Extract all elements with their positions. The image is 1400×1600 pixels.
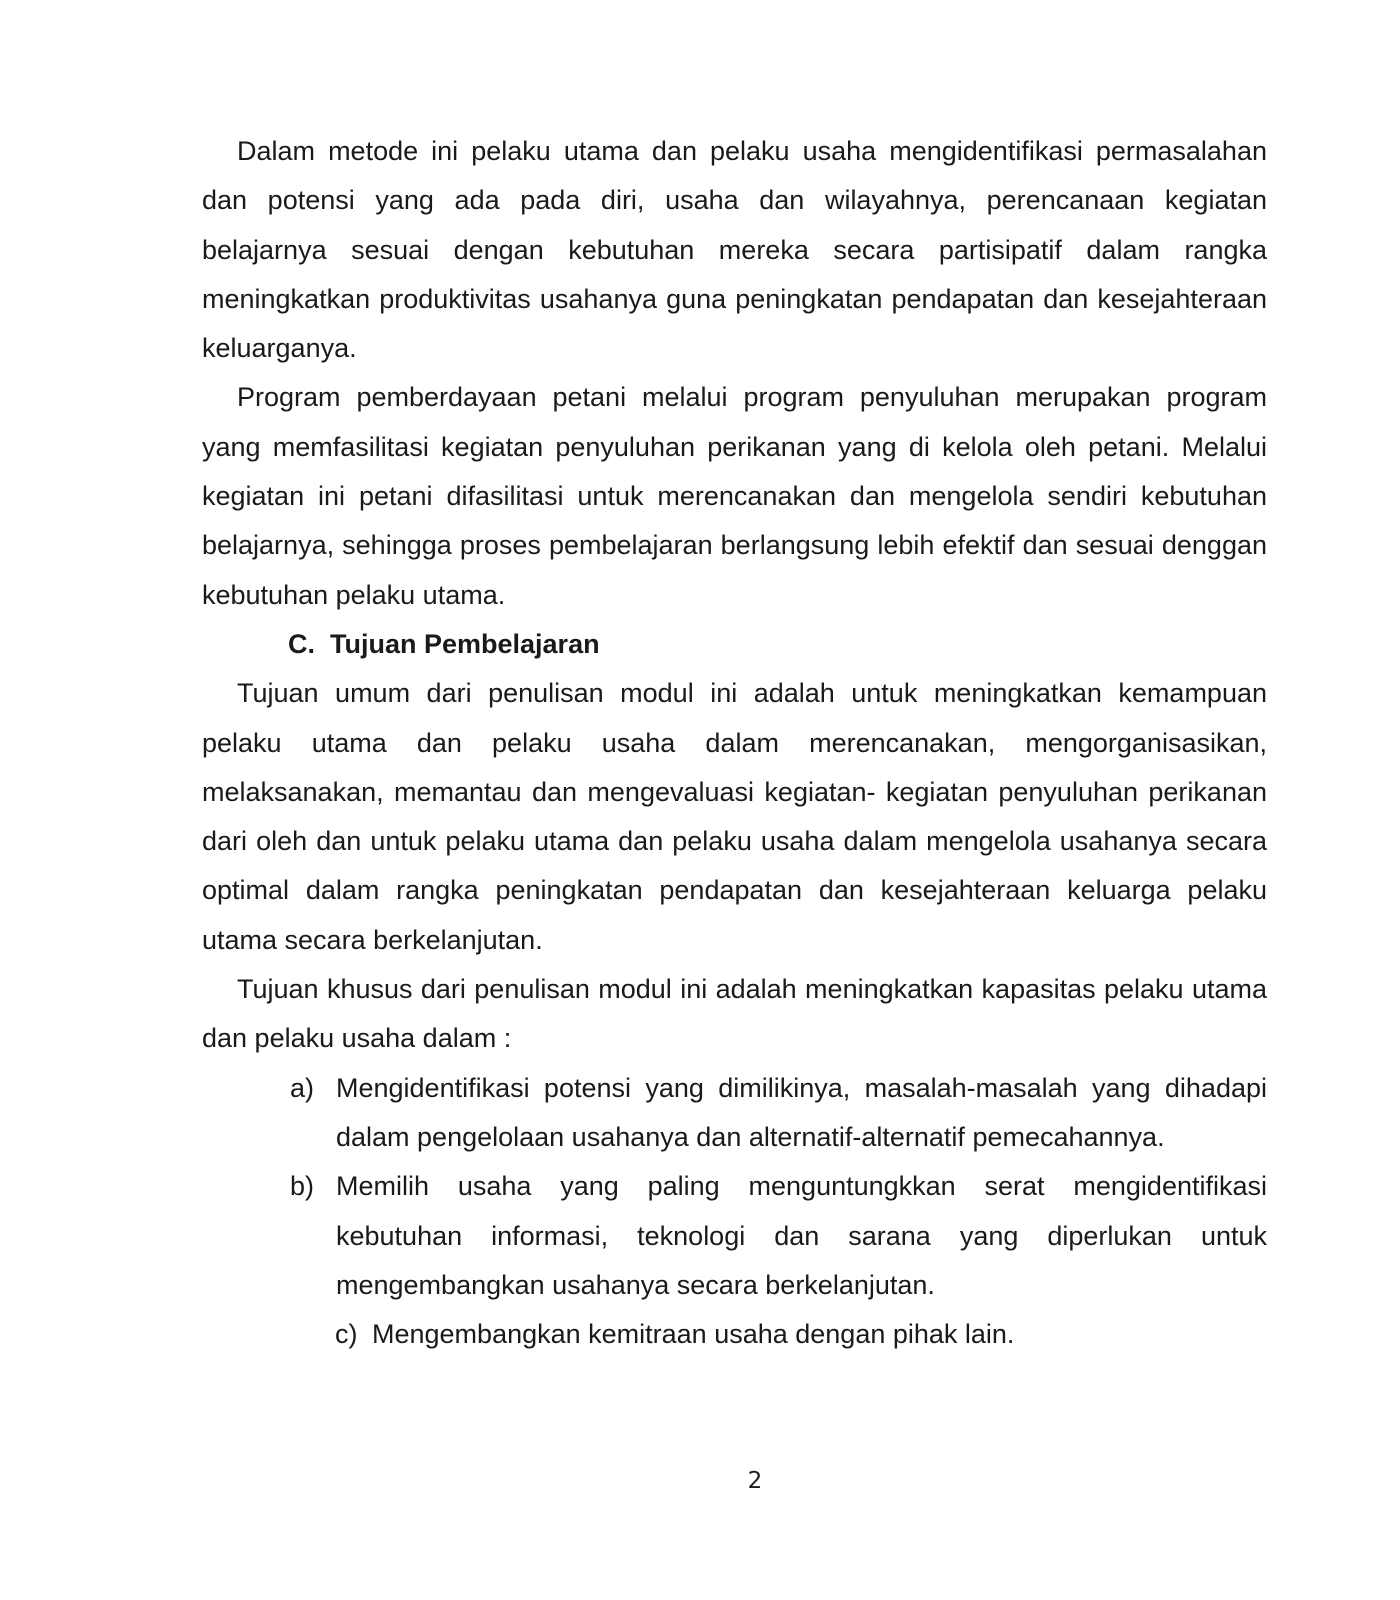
list-item-marker: c) (335, 1319, 358, 1350)
paragraph-general-objective: Tujuan umum dari penulisan modul ini adalah untuk meningkatkan kemampuan pelaku utama dan pelaku usaha dalam merencanakan, mengorganisasikan, melaksanakan, memantau dan mengevaluasi kegiatan- kegiatan penyuluhan perikanan dari oleh dan untuk pelaku utama dan pelaku usaha dalam mengelola usahanya secara optimal dalam rangka peningkatan pendapatan dan kesejahteraan keluarga pelaku utama secara berkelanjutan. (202, 678, 1267, 955)
list-item-text: Memilih usaha yang paling menguntungkkan serat mengidentifikasi kebutuhan informasi, teknologi dan sarana yang diperlukan untuk mengembangkan usahanya secara berkelanjutan. (336, 1171, 1267, 1300)
paragraph-specific-objective: Tujuan khusus dari penulisan modul ini adalah meningkatkan kapasitas pelaku utama dan pelaku usaha dalam : (202, 974, 1267, 1054)
page-number: 2 (747, 1468, 763, 1494)
section-heading-title: Tujuan Pembelajaran (330, 628, 600, 659)
list-item-marker: b) (290, 1171, 315, 1202)
list-item-text: Mengembangkan kemitraan usaha dengan pihak lain. (372, 1319, 1015, 1350)
paragraph-method: Dalam metode ini pelaku utama dan pelaku usaha mengidentifikasi permasalahan dan potensi yang ada pada diri, usaha dan wilayahnya, perencanaan kegiatan belajarnya sesuai dengan kebutuhan mereka secara partisipatif dalam rangka meningkatkan produktivitas usahanya guna peningkatan pendapatan dan kesejahteraan keluarganya. (202, 136, 1267, 364)
list-item-text: Mengidentifikasi potensi yang dimilikinya, masalah-masalah yang dihadapi dalam pengelolaan usahanya dan alternatif-alternatif pemecahannya. (336, 1072, 1267, 1152)
list-item (335, 1310, 1267, 1359)
list-item (290, 1064, 1267, 1163)
section-heading (202, 620, 1267, 669)
list-item-marker: a) (290, 1072, 315, 1103)
section-heading-marker: C. (288, 628, 315, 659)
objectives-list (202, 1064, 1267, 1360)
page-body (202, 127, 1267, 1359)
paragraph-program: Program pemberdayaan petani melalui program penyuluhan merupakan program yang memfasilitasi kegiatan penyuluhan perikanan yang di kelola oleh petani. Melalui kegiatan ini petani difasilitasi untuk merencanakan dan mengelola sendiri kebutuhan belajarnya, sehingga proses pembelajaran berlangsung lebih efektif dan sesuai denggan kebutuhan pelaku utama. (202, 382, 1267, 610)
list-item (290, 1162, 1267, 1310)
